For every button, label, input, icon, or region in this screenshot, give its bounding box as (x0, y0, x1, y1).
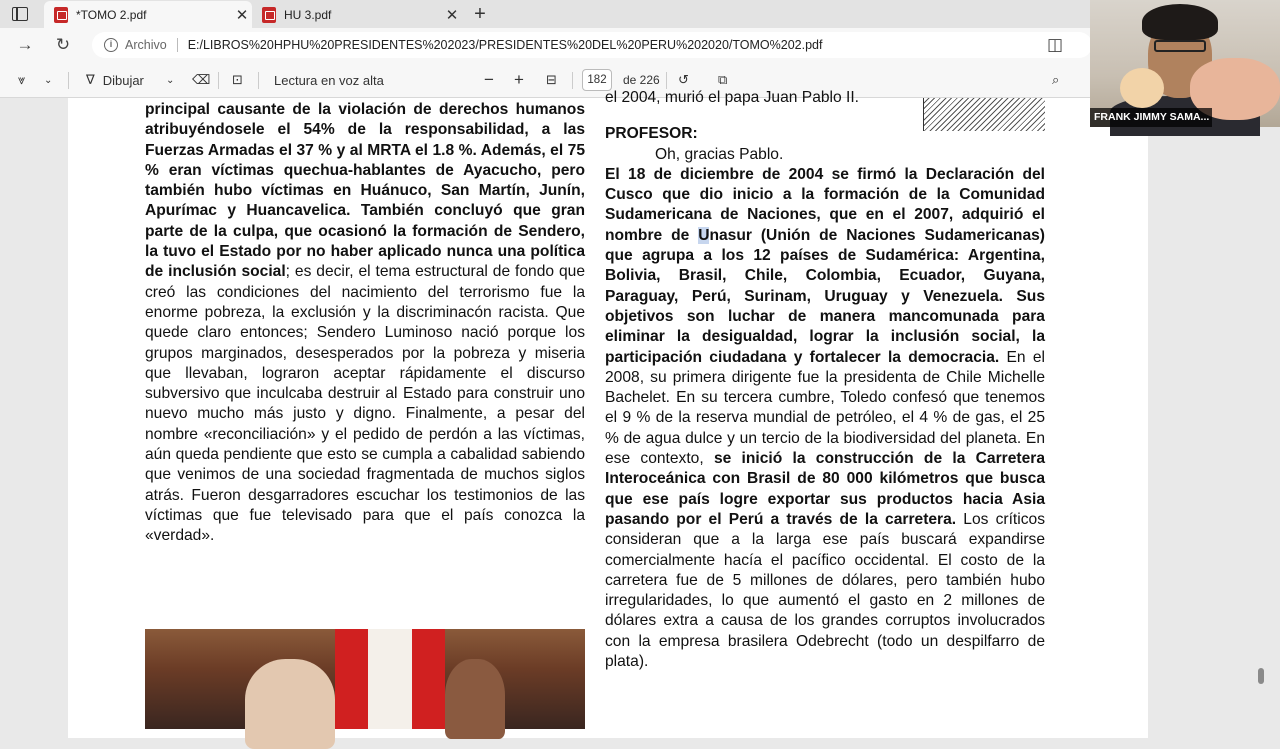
selected-text[interactable]: U (698, 226, 710, 244)
draw-button[interactable] (86, 62, 144, 98)
divider (572, 72, 573, 89)
plush-toy (1120, 68, 1164, 108)
tab-strip (0, 0, 1280, 28)
eraser-icon[interactable]: ⌫ (192, 72, 211, 87)
tab-tomo-2[interactable] (44, 1, 252, 28)
new-tab-icon[interactable]: + (474, 3, 486, 25)
right-paragraph-text-2: Los críticos consideran que a la larga ese país buscará expandirse comercialmente hacía el pacífico occidental. El costo de la carretera fue de 5 millones de dólares, pero también hubo irregularidades, lo que aumentó el gasto en 2 millones de dólares extra a causa de los grandes corruptos involucrados con la empresa brasilera Odebrecht (todo un despilfarro de plata). (605, 510, 1045, 671)
left-column (145, 100, 585, 547)
scrollbar-thumb[interactable] (1258, 668, 1264, 684)
tab-title: HU 3.pdf (284, 7, 332, 22)
divider (177, 38, 178, 52)
tab-actions-icon[interactable] (12, 7, 28, 21)
participant-glasses (1154, 40, 1206, 52)
right-paragraph-text-1: En el 2008, su primera dirigente fue la presidenta de Chile Michelle Bachelet. En su tercera cumbre, Toledo confesó que tenemos el 9 % de la reserva mundial de petróleo, el 4 % de gas, el 25 % de agua dulce y un tercio de la biodiversidad del planeta. En ese contexto, (605, 348, 1045, 468)
right-paragraph-bold-1b: nasur (Unión de Naciones Sudamericanas) que agrupa a los 12 países de Sudamérica: Argentina, Bolivia, Brasil, Chile, Colombia, Ecuador, Guyana, Paraguay, Perú, Surinam, Uruguay y Venezuela. Sus objetivos son luchar de manera mancomunada para eliminar la desigualdad, lograr la inclusión social, la participación ciudadana y fortalecer la democracia. (605, 226, 1045, 366)
pdf-viewer[interactable] (0, 89, 1280, 720)
close-icon[interactable]: ✕ (445, 6, 459, 24)
search-icon[interactable]: ⌕ (1052, 72, 1060, 87)
pdf-file-icon (262, 7, 276, 23)
participant-name: FRANK JIMMY SAMA... (1090, 108, 1212, 127)
text-icon[interactable]: ⊡ (232, 72, 243, 87)
url-field[interactable] (92, 32, 1092, 58)
rotate-icon[interactable]: ↺ (678, 72, 689, 87)
address-bar (0, 28, 1280, 62)
right-column (605, 89, 1045, 672)
participant-hair (1142, 4, 1218, 40)
highlight-icon[interactable]: ⩔ (18, 72, 26, 87)
divider (68, 72, 69, 89)
divider (258, 72, 259, 89)
dialogue-text: Oh, gracias Pablo. (655, 145, 784, 163)
person (245, 659, 335, 749)
draw-icon: ∇ (86, 72, 95, 87)
left-paragraph-text: ; es decir, el tema estructural de fondo que creó las condiciones del nacimiento del terrorismo fue la enorme pobreza, la exclusión y la discriminacón racista. Que quede claro entonces; Sendero Luminoso nació porque los grupos marginados, desesperados por la pobreza y miseria que llevaban, lograron aceptar rápidamente el discurso subversivo que inculcaba destruir al Estado para construir uno nuevo mucho más justo y digno. Finalmente, a pesar del nombre «reconciliación» y el pedido de perdón a las víctimas, aún queda pendiente que esto se cumpla a cabalidad sabiendo que venimos de una sociedad fragmentada de muchos siglos atrás. Fueron desgarradores escuchar los testimonios de las víctimas que fue televisado para que el país conozca la «verdad». (145, 263, 585, 545)
divider (218, 72, 219, 89)
url-text[interactable]: E:/LIBROS%20HPHU%20PRESIDENTES%202023/PRESIDENTES%20DEL%20PERU%202020/TOMO%202.pdf (187, 38, 823, 52)
chevron-down-icon[interactable]: ⌄ (166, 74, 175, 86)
info-icon[interactable]: i (104, 38, 118, 52)
fit-page-icon[interactable]: ⊟ (546, 72, 557, 87)
peru-flag (335, 629, 445, 729)
left-paragraph-bold: principal causante de la violación de derechos humanos atribuyéndosele el 54% de la responsabilidad, a las Fuerzas Armadas el 37 % y al MRTA el 1.8 %. Además, el 75 % eran víctimas quechua-hablantes de Ayacucho, pero también hubo víctimas en Huánuco, San Martín, Junín, Apurímac y Huancavelica. También concluyó que gran parte de la culpa, que ocasionó la formación de Sendero, la tuvo el Estado por no haber aplicado nunca una política de inclusión social (145, 101, 585, 281)
right-paragraph-bold-1a: El 18 de diciembre de 2004 se firmó la Declaración del Cusco que dio inicio a la formación de la Comunidad Sudamericana de Naciones, que en el 2007, adquirió el nombre de (605, 165, 1045, 244)
draw-label: Dibujar (102, 72, 144, 88)
refresh-icon[interactable]: ↻ (55, 35, 71, 54)
divider (666, 72, 667, 89)
page-total: de 226 (623, 73, 660, 87)
top-line-text: el 2004, murió el papa Juan Pablo II. (605, 89, 859, 106)
close-icon[interactable]: ✕ (235, 6, 249, 24)
tab-hu-3[interactable] (252, 1, 462, 28)
webcam-overlay (1090, 0, 1280, 127)
zoom-in-icon[interactable]: + (514, 70, 524, 89)
chevron-down-icon[interactable]: ⌄ (44, 74, 53, 86)
forward-icon[interactable]: → (16, 35, 34, 54)
pdf-file-icon (54, 7, 68, 23)
read-aloud-button[interactable]: Lectura en voz alta (274, 72, 384, 88)
tab-title: *TOMO 2.pdf (76, 7, 147, 22)
person (445, 659, 505, 739)
split-screen-icon[interactable]: ◫ (1046, 35, 1064, 54)
page-number-input[interactable]: 182 (582, 69, 612, 91)
zoom-out-icon[interactable]: − (484, 70, 494, 89)
page-view-icon[interactable]: ⧉ (718, 72, 728, 87)
right-paragraph-bold-2: se inició la construcción de la Carretera Interoceánica con Brasil de 80 000 kilómetros que busca que ese país logre exportar sus productos hacia Asia pasando por el Perú a través de la carretera. (605, 450, 1045, 528)
pdf-page (68, 89, 1148, 738)
speaker-label: PROFESOR: (605, 125, 698, 143)
url-scheme-label: Archivo (125, 38, 167, 52)
document-photo (145, 629, 585, 729)
